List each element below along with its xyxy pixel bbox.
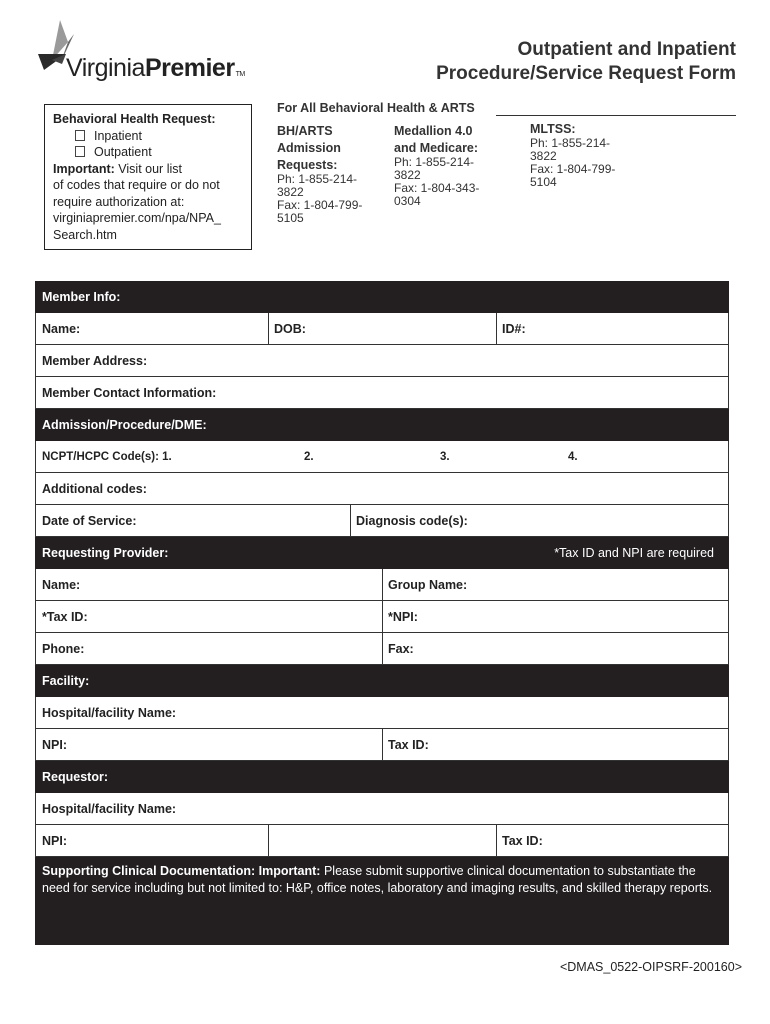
requestor-label: Requestor: [42,769,108,784]
group-name-field[interactable] [382,569,728,600]
requesting-provider-header [35,537,729,569]
mltss-phone-a: Ph: 1-855-214- [530,136,611,150]
member-address-label: Member Address: [42,353,148,368]
ncpt-code-4-field[interactable] [562,441,728,472]
member-name-row [35,313,729,345]
requestor-header [35,761,729,793]
provider-phone-row [35,633,729,665]
mltss-phone-b: 3822 [530,149,557,163]
mltss-h1: MLTSS: [530,122,576,136]
provider-npi-field[interactable] [382,601,728,632]
provider-tax-id-label: *Tax ID: [42,609,88,624]
form-title-line1: Outpatient and Inpatient [517,39,736,60]
medallion-h2: and Medicare: [394,141,479,155]
requestor-npi-label: NPI: [42,833,67,848]
diagnosis-codes-label: Diagnosis code(s): [356,513,468,528]
medallion-contact [394,124,479,208]
brand-logo [66,54,245,83]
requestor-tax-id-field[interactable] [496,825,728,856]
date-of-service-field[interactable] [36,505,350,536]
clinical-text-1: Please submit supportive clinical documentation to [323,864,604,878]
mltss-fax-b: 5104 [530,175,557,189]
member-name-label: Name: [42,321,81,336]
code-4-label: 4. [568,450,578,463]
code-3-label: 3. [440,450,450,463]
mltss-contact [530,122,615,189]
inpatient-label: Inpatient [94,128,142,143]
code-2-label: 2. [304,450,314,463]
provider-fax-field[interactable] [382,633,728,664]
required-note: *Tax ID and NPI are required [554,545,714,560]
member-contact-row [35,377,729,409]
facility-tax-id-label: Tax ID: [388,737,429,752]
behavioral-health-box [44,104,252,250]
dob-label: DOB: [274,321,306,336]
requestor-facility-name-field[interactable] [36,793,728,824]
facility-tax-id-field[interactable] [382,729,728,760]
bh-arts-phone-b: 3822 [277,185,304,199]
ncpt-code-2-field[interactable] [298,441,434,472]
form-title [436,38,736,86]
bh-arts-h1: BH/ARTS [277,124,333,138]
requesting-provider-label: Requesting Provider: [42,545,169,560]
provider-fax-label: Fax: [388,641,414,656]
facility-name-label: Hospital/facility Name: [42,705,177,720]
facility-npi-field[interactable] [36,729,382,760]
admission-header [35,409,729,441]
service-date-row [35,505,729,537]
facility-name-field[interactable] [36,697,728,728]
provider-name-label: Name: [42,577,81,592]
for-all-underline [496,115,736,116]
medallion-fax-b: 0304 [394,194,421,208]
member-id-label: ID#: [502,321,526,336]
bh-arts-h3: Requests: [277,158,338,172]
ncpt-code-3-field[interactable] [434,441,562,472]
bh-arts-phone-a: Ph: 1-855-214- [277,172,358,186]
npa-link-line1[interactable]: virginiapremier.com/npa/NPA_ [53,211,221,225]
additional-codes-label: Additional codes: [42,481,147,496]
provider-phone-field[interactable] [36,633,382,664]
additional-codes-row [35,473,729,505]
facility-label: Facility: [42,673,90,688]
facility-ids-row [35,729,729,761]
member-name-field[interactable] [36,313,268,344]
ncpt-code-1-field[interactable] [36,441,298,472]
mltss-fax-a: Fax: 1-804-799- [530,162,616,176]
member-id-field[interactable] [496,313,728,344]
outpatient-checkbox[interactable] [75,146,85,157]
provider-tax-row [35,601,729,633]
requestor-facility-name-label: Hospital/facility Name: [42,801,177,816]
additional-codes-field[interactable] [36,473,728,504]
member-info-header [35,281,729,313]
group-name-label: Group Name: [388,577,468,592]
for-all-heading: For All Behavioral Health & ARTS [277,101,475,115]
inpatient-checkbox[interactable] [75,130,85,141]
clinical-label: Supporting Clinical Documentation: Important: [42,864,321,878]
requestor-blank-field[interactable] [268,825,496,856]
member-contact-field[interactable] [36,377,728,408]
ncpt-codes-row [35,441,729,473]
provider-name-row [35,569,729,601]
diagnosis-codes-field[interactable] [350,505,728,536]
member-address-field[interactable] [36,345,728,376]
outpatient-label: Outpatient [94,145,152,159]
dob-field[interactable] [268,313,496,344]
clinical-text-3: and skilled therapy reports. [561,881,713,895]
medallion-h1: Medallion 4.0 [394,124,473,138]
requestor-tax-id-label: Tax ID: [502,833,543,848]
bh-arts-contact [277,124,362,225]
provider-name-field[interactable] [36,569,382,600]
bh-heading: Behavioral Health Request: [53,112,216,126]
member-info-label: Member Info: [42,289,121,304]
clinical-text-2: substantiate the need for service including but not limited to: H&P, office notes, laboratory and imaging results, [42,864,696,895]
request-form [35,281,729,945]
important-text: Visit our list [118,161,182,176]
medallion-fax-a: Fax: 1-804-343- [394,181,480,195]
provider-npi-label: *NPI: [388,609,418,624]
bh-arts-fax-a: Fax: 1-804-799- [277,198,363,212]
outpatient-option[interactable] [53,144,251,161]
inpatient-option[interactable] [53,128,251,145]
form-code-footer: <DMAS_0522-OIPSRF-200160> [559,960,742,974]
bh-line3: require authorization at: [53,194,185,209]
clinical-documentation-section [35,857,729,945]
form-title-line2: Procedure/Service Request Form [436,63,736,84]
facility-npi-label: NPI: [42,737,67,752]
date-of-service-label: Date of Service: [42,513,137,528]
npa-link-line2[interactable]: Search.htm [53,227,117,242]
brand-name-part2: Premier [144,54,235,82]
important-line [53,161,251,178]
member-address-row [35,345,729,377]
clinical-documentation-text [42,863,716,897]
requestor-npi-field[interactable] [36,825,268,856]
brand-name-part1: Virginia [66,54,145,82]
admission-label: Admission/Procedure/DME: [42,417,207,432]
ncpt-label: NCPT/HCPC Code(s): 1. [42,450,172,463]
facility-name-row [35,697,729,729]
facility-header [35,665,729,697]
important-label: Important: [53,161,115,176]
provider-phone-label: Phone: [42,641,85,656]
bh-arts-fax-b: 5105 [277,211,304,225]
bh-line2: of codes that require or do not [53,178,220,192]
trademark-mark: TM [235,71,245,78]
medallion-phone-b: 3822 [394,168,421,182]
provider-tax-id-field[interactable] [36,601,382,632]
medallion-phone-a: Ph: 1-855-214- [394,155,475,169]
member-contact-label: Member Contact Information: [42,385,217,400]
requestor-ids-row [35,825,729,857]
requestor-name-row [35,793,729,825]
bh-arts-h2: Admission [277,141,341,155]
